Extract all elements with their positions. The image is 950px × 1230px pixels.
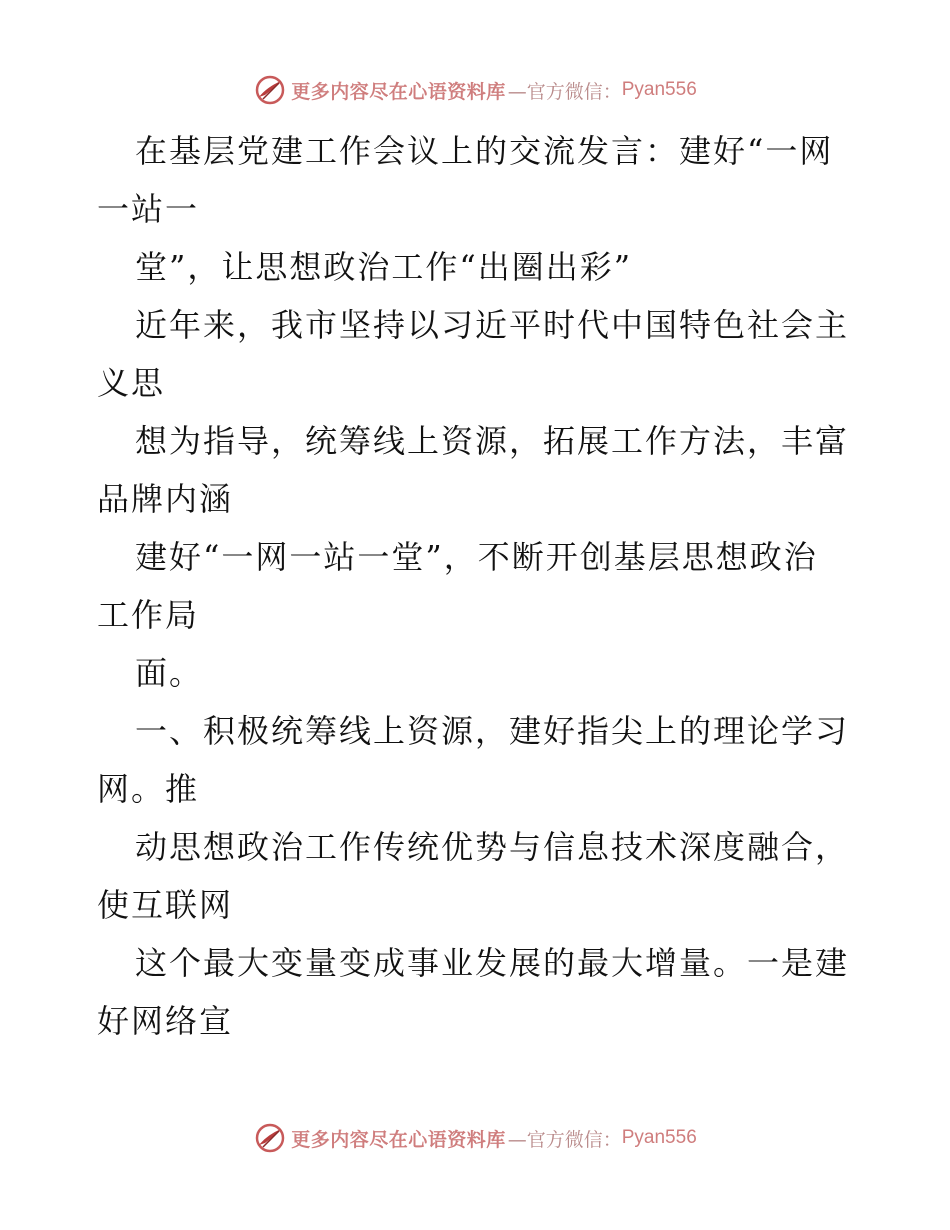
body-line: 好网络宣 xyxy=(97,1002,234,1040)
body-line: 这个最大变量变成事业发展的最大增量。一是建 xyxy=(135,944,850,982)
watermark-separator: —官方微信： xyxy=(507,80,622,103)
body-line: 一、积极统筹线上资源，建好指尖上的理论学习 xyxy=(135,712,850,750)
body-line: 建好“一网一站一堂”，不断开创基层思想政治 xyxy=(135,538,818,576)
body-line: 堂”，让思想政治工作“出圈出彩” xyxy=(135,248,633,286)
body-line: 一站一 xyxy=(97,190,200,228)
brush-logo-icon xyxy=(253,73,287,107)
body-line: 义思 xyxy=(97,364,166,402)
footer-watermark xyxy=(0,1118,950,1158)
body-line: 动思想政治工作传统优势与信息技术深度融合， xyxy=(135,828,850,866)
watermark-brand: 更多内容尽在心语资料库 xyxy=(291,1128,506,1151)
watermark-wechat-id: Pyan556 xyxy=(621,79,697,100)
document-body xyxy=(97,122,857,1050)
header-watermark xyxy=(0,70,950,110)
body-line: 在基层党建工作会议上的交流发言：建好“一网 xyxy=(135,132,834,170)
body-line: 工作局 xyxy=(97,596,200,634)
body-line: 网。推 xyxy=(97,770,200,808)
watermark-wechat-id: Pyan556 xyxy=(621,1127,697,1148)
body-line: 近年来，我市坚持以习近平时代中国特色社会主 xyxy=(135,306,850,344)
body-line: 使互联网 xyxy=(97,886,234,924)
body-line: 品牌内涵 xyxy=(97,480,234,518)
body-line: 面。 xyxy=(135,654,204,692)
body-line: 想为指导，统筹线上资源，拓展工作方法，丰富 xyxy=(135,422,850,460)
watermark-separator: —官方微信： xyxy=(507,1128,622,1151)
brush-logo-icon xyxy=(253,1121,287,1155)
watermark-brand: 更多内容尽在心语资料库 xyxy=(291,80,506,103)
